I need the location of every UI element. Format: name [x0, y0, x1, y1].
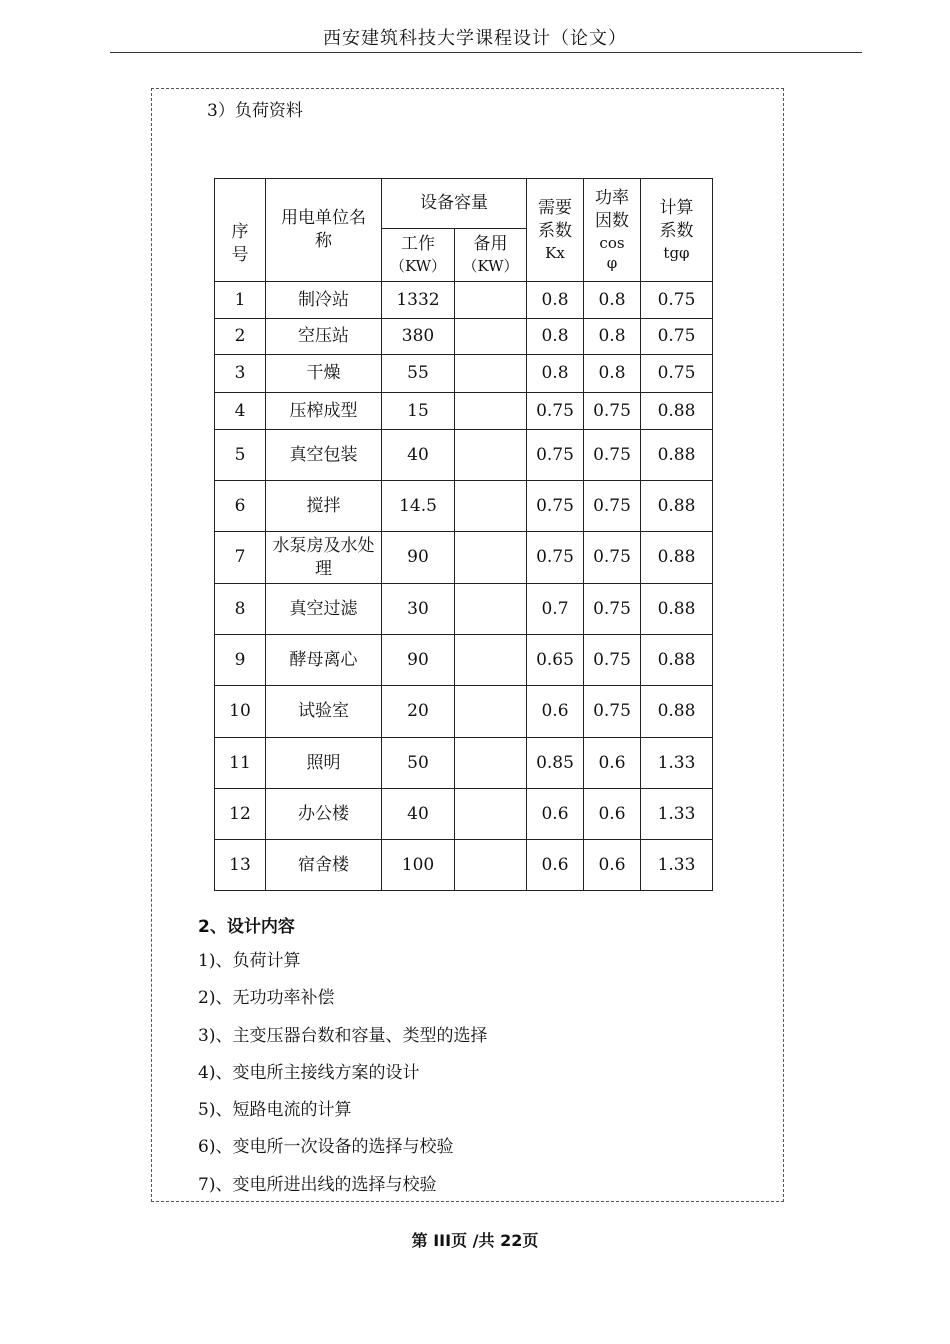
cell-standby-capacity — [455, 481, 527, 532]
cell-standby-capacity — [455, 789, 527, 840]
table-row — [215, 319, 713, 355]
cell-seq: 12 — [215, 789, 266, 840]
cell-demand-coef: 0.65 — [527, 635, 584, 686]
cell-work-capacity: 40 — [382, 430, 455, 481]
cell-demand-coef: 0.75 — [527, 393, 584, 430]
cell-work-capacity: 20 — [382, 686, 455, 738]
cell-seq: 3 — [215, 355, 266, 393]
header-demand-coef: 需要系数 Kx — [527, 179, 584, 282]
cell-seq: 7 — [215, 532, 266, 584]
design-content-item: 4)、变电所主接线方案的设计 — [198, 1062, 420, 1083]
cell-seq: 11 — [215, 738, 266, 789]
cell-work-capacity: 90 — [382, 635, 455, 686]
cell-calc-coef: 0.88 — [641, 532, 713, 584]
cell-power-factor: 0.8 — [584, 355, 641, 393]
cell-power-factor: 0.75 — [584, 635, 641, 686]
table-row — [215, 430, 713, 481]
load-data-table — [214, 178, 713, 891]
cell-unit-name: 搅拌 — [266, 481, 382, 532]
table-row — [215, 355, 713, 393]
design-content-list — [198, 946, 487, 1207]
cell-seq: 9 — [215, 635, 266, 686]
cell-demand-coef: 0.8 — [527, 355, 584, 393]
cell-standby-capacity — [455, 430, 527, 481]
design-content-item: 2)、无功功率补偿 — [198, 988, 335, 1009]
cell-demand-coef: 0.75 — [527, 481, 584, 532]
cell-seq: 6 — [215, 481, 266, 532]
cell-standby-capacity — [455, 532, 527, 584]
cell-standby-capacity — [455, 738, 527, 789]
design-content-item: 6)、变电所一次设备的选择与校验 — [198, 1137, 454, 1158]
table-header-row — [215, 179, 713, 229]
cell-unit-name: 试验室 — [266, 686, 382, 738]
cell-seq: 10 — [215, 686, 266, 738]
design-content-item: 7)、变电所进出线的选择与校验 — [198, 1174, 437, 1195]
cell-standby-capacity — [455, 393, 527, 430]
cell-demand-coef: 0.8 — [527, 319, 584, 355]
header-seq: 序号 — [215, 179, 266, 282]
table-row — [215, 840, 713, 891]
cell-unit-name: 制冷站 — [266, 282, 382, 319]
cell-unit-name: 干燥 — [266, 355, 382, 393]
cell-power-factor: 0.6 — [584, 738, 641, 789]
cell-work-capacity: 14.5 — [382, 481, 455, 532]
header-calc-coef: 计算系数 tgφ — [641, 179, 713, 282]
cell-demand-coef: 0.85 — [527, 738, 584, 789]
cell-work-capacity: 15 — [382, 393, 455, 430]
cell-calc-coef: 0.75 — [641, 282, 713, 319]
cell-power-factor: 0.75 — [584, 532, 641, 584]
cell-demand-coef: 0.6 — [527, 789, 584, 840]
header-power-factor: 功率因数 cos φ — [584, 179, 641, 282]
design-content-item: 3)、主变压器台数和容量、类型的选择 — [198, 1025, 488, 1046]
document-header-title: 西安建筑科技大学课程设计（论文） — [323, 28, 627, 49]
cell-standby-capacity — [455, 355, 527, 393]
table-row — [215, 789, 713, 840]
cell-calc-coef: 0.75 — [641, 319, 713, 355]
cell-work-capacity: 55 — [382, 355, 455, 393]
cell-unit-name: 照明 — [266, 738, 382, 789]
cell-power-factor: 0.6 — [584, 789, 641, 840]
header-unit-name: 用电单位名称 — [266, 179, 382, 282]
cell-work-capacity: 1332 — [382, 282, 455, 319]
cell-unit-name: 真空包装 — [266, 430, 382, 481]
cell-calc-coef: 0.75 — [641, 355, 713, 393]
cell-seq: 8 — [215, 584, 266, 635]
design-content-title: 2、设计内容 — [198, 917, 295, 937]
cell-work-capacity: 100 — [382, 840, 455, 891]
cell-calc-coef: 0.88 — [641, 635, 713, 686]
cell-standby-capacity — [455, 686, 527, 738]
cell-seq: 4 — [215, 393, 266, 430]
cell-power-factor: 0.75 — [584, 584, 641, 635]
table-row — [215, 532, 713, 584]
cell-standby-capacity — [455, 584, 527, 635]
cell-unit-name: 压榨成型 — [266, 393, 382, 430]
cell-unit-name: 办公楼 — [266, 789, 382, 840]
cell-calc-coef: 0.88 — [641, 393, 713, 430]
cell-demand-coef: 0.7 — [527, 584, 584, 635]
cell-seq: 13 — [215, 840, 266, 891]
cell-power-factor: 0.6 — [584, 840, 641, 891]
cell-seq: 2 — [215, 319, 266, 355]
cell-demand-coef: 0.75 — [527, 532, 584, 584]
cell-work-capacity: 50 — [382, 738, 455, 789]
cell-demand-coef: 0.75 — [527, 430, 584, 481]
cell-calc-coef: 1.33 — [641, 738, 713, 789]
cell-unit-name: 真空过滤 — [266, 584, 382, 635]
cell-calc-coef: 0.88 — [641, 481, 713, 532]
table-row — [215, 282, 713, 319]
cell-unit-name: 水泵房及水处理 — [266, 532, 382, 584]
cell-standby-capacity — [455, 319, 527, 355]
cell-unit-name: 宿舍楼 — [266, 840, 382, 891]
cell-work-capacity: 380 — [382, 319, 455, 355]
cell-standby-capacity — [455, 282, 527, 319]
table-row — [215, 686, 713, 738]
load-data-heading: 3）负荷资料 — [207, 101, 303, 121]
cell-power-factor: 0.8 — [584, 282, 641, 319]
header-divider — [110, 52, 862, 53]
header-standby: 备用 （KW） — [455, 229, 527, 282]
cell-work-capacity: 30 — [382, 584, 455, 635]
cell-unit-name: 酵母离心 — [266, 635, 382, 686]
cell-power-factor: 0.75 — [584, 481, 641, 532]
header-capacity: 设备容量 — [382, 179, 527, 229]
cell-demand-coef: 0.6 — [527, 840, 584, 891]
cell-calc-coef: 0.88 — [641, 430, 713, 481]
cell-unit-name: 空压站 — [266, 319, 382, 355]
table-row — [215, 635, 713, 686]
cell-calc-coef: 0.88 — [641, 584, 713, 635]
cell-power-factor: 0.75 — [584, 686, 641, 738]
cell-seq: 1 — [215, 282, 266, 319]
cell-power-factor: 0.75 — [584, 430, 641, 481]
cell-demand-coef: 0.8 — [527, 282, 584, 319]
cell-calc-coef: 1.33 — [641, 840, 713, 891]
cell-seq: 5 — [215, 430, 266, 481]
cell-power-factor: 0.8 — [584, 319, 641, 355]
table-row — [215, 738, 713, 789]
table-row — [215, 584, 713, 635]
table-row — [215, 481, 713, 532]
cell-work-capacity: 40 — [382, 789, 455, 840]
page-number: 第 III页 /共 22页 — [411, 1231, 539, 1250]
cell-standby-capacity — [455, 635, 527, 686]
cell-power-factor: 0.75 — [584, 393, 641, 430]
design-content-item: 1)、负荷计算 — [198, 951, 301, 971]
table-row — [215, 393, 713, 430]
cell-calc-coef: 1.33 — [641, 789, 713, 840]
cell-demand-coef: 0.6 — [527, 686, 584, 738]
cell-standby-capacity — [455, 840, 527, 891]
header-work: 工作 （KW） — [382, 229, 455, 282]
design-content-item: 5)、短路电流的计算 — [198, 1100, 352, 1121]
cell-calc-coef: 0.88 — [641, 686, 713, 738]
cell-work-capacity: 90 — [382, 532, 455, 584]
